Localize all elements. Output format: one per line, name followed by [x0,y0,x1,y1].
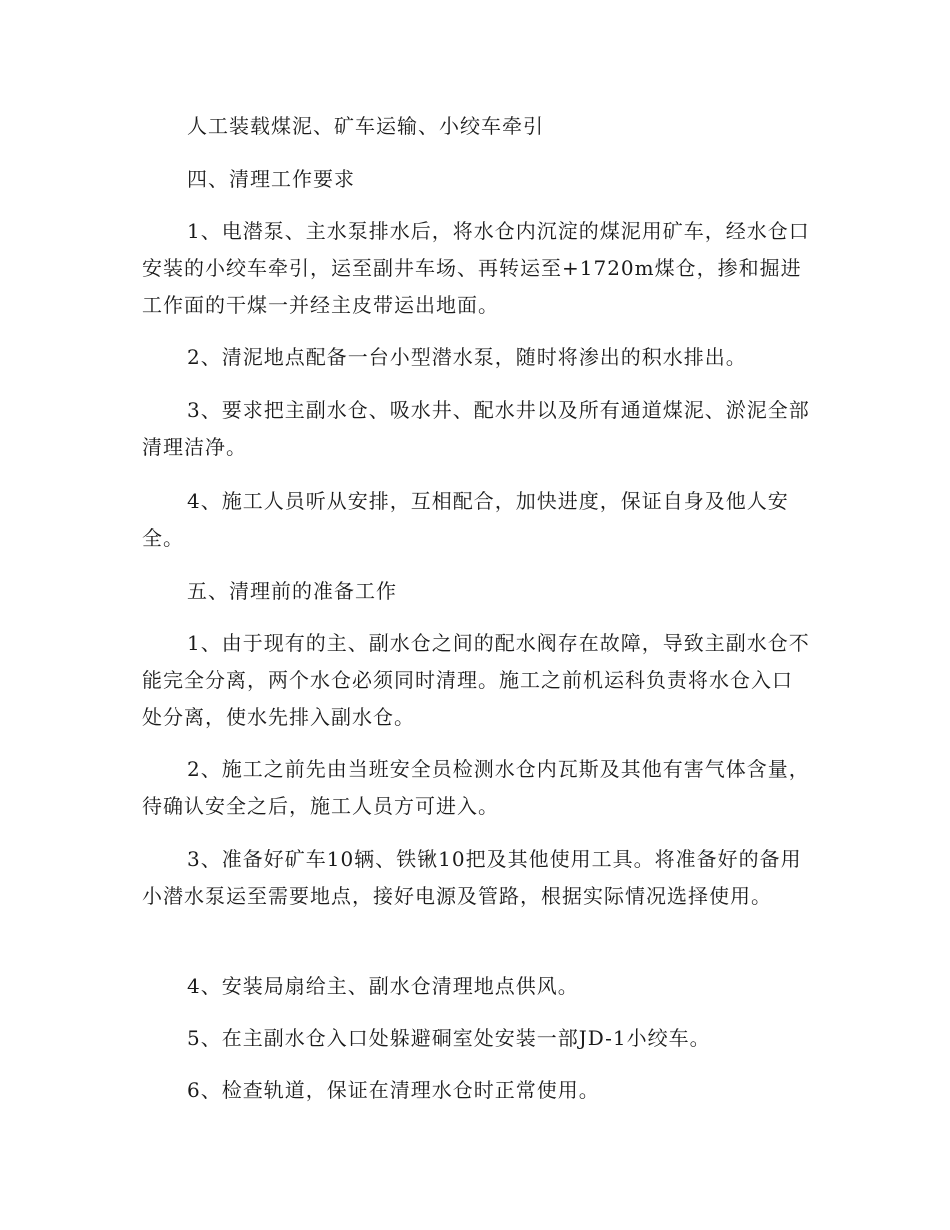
requirement-item-2: 2、清泥地点配备一台小型潜水泵，随时将渗出的积水排出。 [187,345,747,369]
paragraph-method: 人工装载煤泥、矿车运输、小绞车牵引 [187,114,544,138]
preparation-item-6: 6、检查轨道，保证在清理水仓时正常使用。 [187,1078,600,1102]
requirement-item-3: 3、要求把主副水仓、吸水井、配水井以及所有通道煤泥、淤泥全部清理洁净。 [142,398,810,459]
section-heading-preparation: 五、清理前的准备工作 [187,579,397,603]
preparation-item-4: 4、安装局扇给主、副水仓清理地点供风。 [187,974,579,998]
requirement-item-4: 4、施工人员听从安排，互相配合，加快进度，保证自身及他人安全。 [142,489,789,550]
preparation-item-3: 3、准备好矿车10辆、铁锹10把及其他使用工具。将准备好的备用小潜水泵运至需要地点，接好电源及管路，根据实际情况选择使用。 [142,847,802,908]
section-heading-cleaning-requirements: 四、清理工作要求 [187,167,355,191]
preparation-item-5: 5、在主副水仓入口处躲避硐室处安装一部JD-1小绞车。 [187,1026,711,1050]
preparation-item-2: 2、施工之前先由当班安全员检测水仓内瓦斯及其他有害气体含量，待确认安全之后，施工人员方可进入。 [142,757,810,818]
preparation-item-1: 1、由于现有的主、副水仓之间的配水阀存在故障，导致主副水仓不能完全分离，两个水仓必须同时清理。施工之前机运科负责将水仓入口处分离，使水先排入副水仓。 [142,631,810,729]
requirement-item-1: 1、电潜泵、主水泵排水后，将水仓内沉淀的煤泥用矿车，经水仓口安装的小绞车牵引，运至副井车场、再转运至+1720m煤仓，掺和掘进工作面的干煤一并经主皮带运出地面。 [142,219,810,317]
